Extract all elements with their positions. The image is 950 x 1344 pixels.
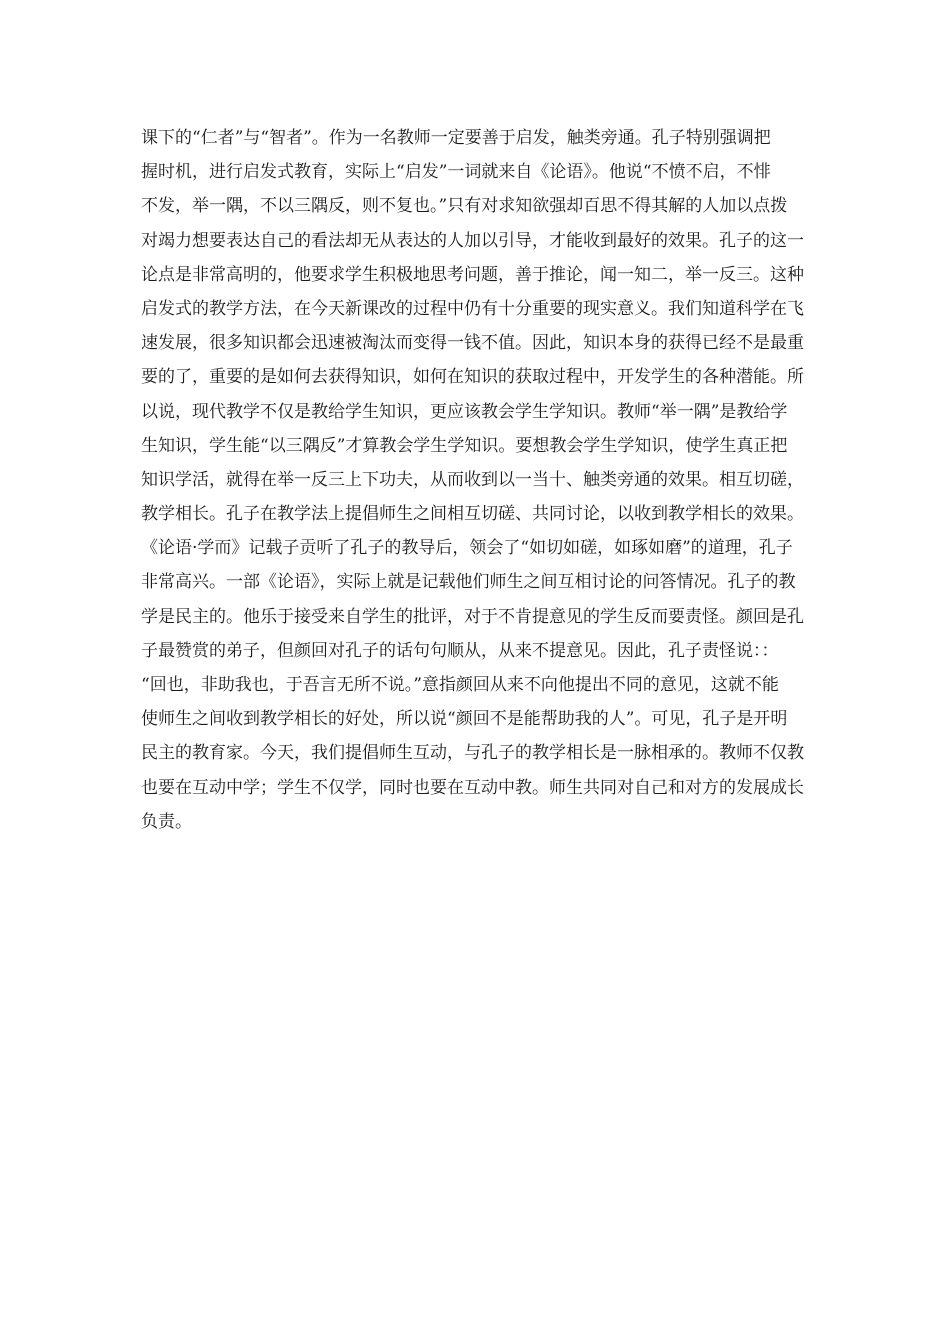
text-line: 非常高兴。一部《论语》，实际上就是记载他们师生之间互相讨论的问答情况。孔子的教 — [141, 572, 796, 593]
text-line: 课下的“仁者”与“智者”。作为一名教师一定要善于启发，触类旁通。孔子特别强调把 — [141, 128, 771, 148]
text-line: 也要在互动中学；学生不仅学，同时也要在互动中教。师生共同对自己和对方的发展成长 — [141, 777, 804, 798]
text-line: 速发展，很多知识都会迅速被淘汰而变得一钱不值。因此，知识本身的获得已经不是最重 — [141, 333, 804, 354]
text-line: 知识学活，就得在举一反三上下功夫，从而收到以一当十、触类旁通的效果。相互切磋， — [141, 469, 804, 490]
text-line: 教学相长。孔子在教学法上提倡师生之间相互切磋、共同讨论，以收到教学相长的效果。 — [141, 504, 804, 525]
text-line: 论点是非常高明的，他要求学生积极地思考问题，善于推论，闻一知二，举一反三。这种 — [141, 264, 804, 285]
text-line: 使师生之间收到教学相长的好处，所以说“颜回不是能帮助我的人”。可见，孔子是开明 — [141, 709, 788, 730]
text-line: 生知识，学生能“以三隅反”才算教会学生学知识。要想教会学生学知识，使学生真正把 — [141, 435, 788, 456]
body-paragraph — [141, 121, 813, 839]
text-line: 不发，举一隅，不以三隅反，则不复也。”只有对求知欲强却百思不得其解的人加以点拨 — [141, 196, 788, 217]
text-line: 子最赞赏的弟子，但颜回对孔子的话句句顺从，从来不提意见。因此，孔子责怪说：： — [141, 640, 779, 661]
text-line: 学是民主的。他乐于接受来自学生的批评，对于不肯提意见的学生反而要责怪。颜回是孔 — [141, 606, 804, 627]
text-line: 要的了，重要的是如何去获得知识，如何在知识的获取过程中，开发学生的各种潜能。所 — [141, 367, 804, 388]
text-line: 握时机，进行启发式教育，实际上“启发”一词就来自《论语》。他说“不愤不启，不悱 — [141, 162, 771, 183]
text-line: 对竭力想要表达自己的看法却无从表达的人加以引导，才能收到最好的效果。孔子的这一 — [141, 230, 804, 251]
text-line: “回也，非助我也，于吾言无所不说。”意指颜回从来不向他提出不同的意见，这就不能 — [141, 675, 779, 695]
text-line: 民主的教育家。今天，我们提倡师生互动，与孔子的教学相长是一脉相承的。教师不仅教 — [141, 743, 804, 764]
text-line: 《论语·学而》记载子贡听了孔子的教导后，领会了“如切如磋，如琢如磨”的道理，孔子 — [141, 538, 793, 559]
text-line: 启发式的教学方法，在今天新课改的过程中仍有十分重要的现实意义。我们知道科学在飞 — [141, 298, 804, 319]
text-line: 负责。 — [141, 811, 192, 832]
text-line: 以说，现代教学不仅是教给学生知识，更应该教会学生学知识。教师“举一隅”是教给学 — [141, 401, 788, 422]
